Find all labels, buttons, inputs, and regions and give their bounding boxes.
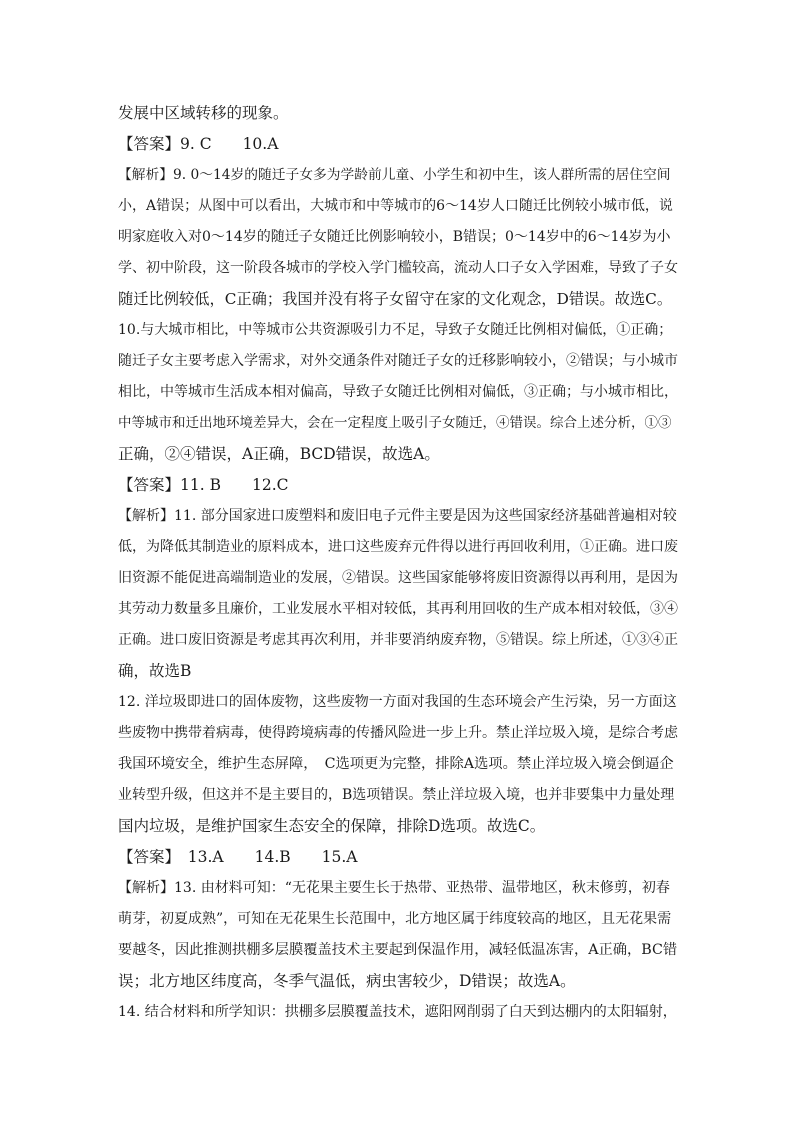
text-line: 正确，②④错误，A正确，BCD错误，故选A。: [118, 445, 440, 463]
text-line: 我国环境安全，维护生态屏障， C选项更为完整，排除A选项。禁止洋垃圾入境会倒逼企: [118, 756, 674, 772]
text-line: 学、初中阶段，这一阶段各城市的学校入学门槛较高，流动人口子女入学困难，导致了子女: [118, 260, 678, 276]
text-line: 小，A错误；从图中可以看出，大城市和中等城市的6～14岁人口随迁比例较小城市低，说: [118, 198, 673, 214]
text-line: 萌芽，初夏成熟”，可知在无花果生长范围中，北方地区属于纬度较高的地区，且无花果需: [118, 911, 672, 927]
text-line: 10.与大城市相比，中等城市公共资源吸引力不足，导致子女随迁比例相对偏低，①正确；: [118, 322, 673, 338]
text-line: 正确。进口废旧资源是考虑其再次利用，并非要消纳废弃物，⑤错误。综上所述，①③④正: [118, 632, 678, 648]
text-line: 要越冬，因此推测拱棚多层膜覆盖技术主要起到保温作用，减轻低温冻害，A正确，BC错: [118, 942, 678, 958]
text-line: 误；北方地区纬度高，冬季气温低，病虫害较少，D错误；故选A。: [118, 972, 576, 990]
text-line: 其劳动力数量多且廉价，工业发展水平相对较低，其再利用回收的生产成本相对较低，③④: [118, 601, 678, 617]
analysis-line: 【解析】9. 0～14岁的随迁子女多为学龄前儿童、小学生和初中生，该人群所需的居住空间: [118, 167, 671, 183]
text-line: 发展中区域转移的现象。: [118, 104, 289, 122]
answer-line: 【答案】 13.A 14.B 15.A: [118, 848, 358, 866]
text-line: 随迁子女主要考虑入学需求，对外交通条件对随迁子女的迁移影响较小，②错误；与小城市: [118, 353, 678, 369]
analysis-line: 【解析】11. 部分国家进口废塑料和废旧电子元件主要是因为这些国家经济基础普遍相对较: [118, 508, 677, 524]
answer-line: 【答案】11. B 12.C: [118, 476, 289, 494]
text-line: 14. 结合材料和所学知识：拱棚多层膜覆盖技术，遮阳网削弱了白天到达棚内的太阳辐射，: [118, 1004, 677, 1020]
text-line: 相比，中等城市生活成本相对偏高，导致子女随迁比例相对偏低，③正确；与小城市相比，: [118, 384, 678, 400]
text-line: 12. 洋垃圾即进口的固体废物，这些废物一方面对我国的生态环境会产生污染，另一方面这: [118, 694, 677, 710]
text-line: 低，为降低其制造业的原料成本，进口这些废弃元件得以进行再回收利用，①正确。进口废: [118, 539, 678, 555]
text-line: 中等城市和迁出地环境差异大，会在一定程度上吸引子女随迁，④错误。综合上述分析，①③: [118, 415, 672, 431]
text-line: 业转型升级，但这并不是主要目的，B选项错误。禁止洋垃圾入境，也并非要集中力量处理: [118, 787, 675, 803]
analysis-line: 【解析】13. 由材料可知：“无花果主要生长于热带、亚热带、温带地区，秋末修剪，初春: [118, 880, 670, 896]
answer-line: 【答案】9. C 10.A: [118, 135, 279, 153]
text-line: 随迁比例较低，C正确；我国并没有将子女留守在家的文化观念，D错误。故选C。: [118, 290, 673, 308]
text-line: 旧资源不能促进高端制造业的发展，②错误。这些国家能够将废旧资源得以再利用，是因为: [118, 570, 678, 586]
text-line: 明家庭收入对0～14岁的随迁子女随迁比例影响较小，B错误；0～14岁中的6～14岁为小: [118, 229, 671, 245]
text-line: 国内垃圾，是维护国家生态安全的保障，排除D选项。故选C。: [118, 817, 546, 835]
text-line: 确，故选B: [118, 662, 192, 680]
text-line: 些废物中携带着病毒，使得跨境病毒的传播风险进一步上升。禁止洋垃圾入境，是综合考虑: [118, 725, 678, 741]
